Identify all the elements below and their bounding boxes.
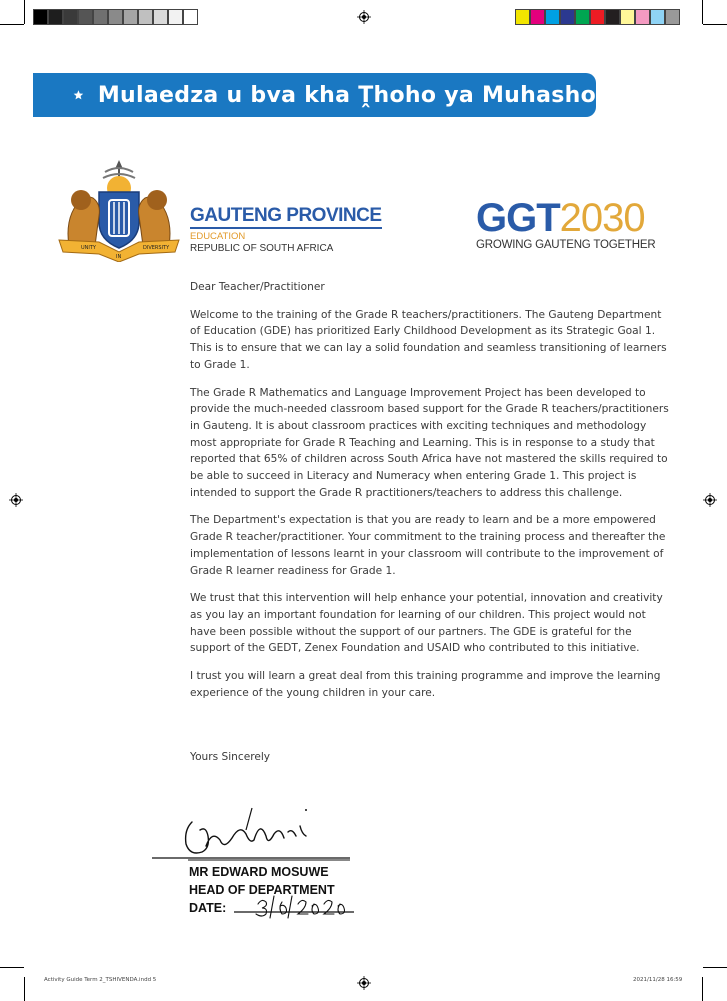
- title-banner: [33, 73, 596, 117]
- signature-block: [150, 800, 360, 920]
- crop-mark: [703, 24, 727, 25]
- ggt-tagline: GROWING GAUTENG TOGETHER: [476, 239, 656, 251]
- gauteng-province-wordmark: [190, 205, 382, 254]
- crop-mark: [0, 24, 24, 25]
- ggt-year: 2030: [559, 196, 645, 240]
- registration-mark-icon: [357, 976, 371, 990]
- letter-paragraph: The Department's expectation is that you are ready to learn and be a more empowered Grade R teacher/practitioner. Your commitment to the training process and thereafter the implementation of lessons learnt in your classroom will contribute to the improvement of Grade R learner readiness for Grade 1.: [190, 514, 666, 577]
- registration-mark-icon: [703, 493, 717, 507]
- ribbon-text: UNITY: [81, 245, 96, 251]
- letter-paragraph: We trust that this intervention will help enhance your potential, innovation and creativity as you lay an important foundation for learning of our children. This project would not have been possible without the support of our partners. The GDE is grateful for the support of the GEDT, Zenex Foundation and USAID who contributed to this initiative.: [190, 592, 663, 655]
- crop-mark: [702, 0, 703, 24]
- signatory-title: HEAD OF DEPARTMENT: [189, 883, 335, 897]
- letter-paragraph: Welcome to the training of the Grade R teachers/practitioners. The Gauteng Department of Education (GDE) has prioritized Early Childhood Development as its Strategic Goal 1. This is to ensure that we can lay a solid foundation and seamless transitioning of learners to Grade 1.: [190, 308, 667, 371]
- letter-paragraph: The Grade R Mathematics and Language Improvement Project has been developed to provide the much-needed classroom based support for the Grade R teachers/practitioners in Gauteng. It is about classroom practices with exciting techniques and methodology most appropriate for Grade R Teaching and Learning. This is in response to a study that reported that 65% of children across South Africa have not mastered the skills required to be able to succeed in Literacy and Numeracy when entering Grade 1. This project is intended to support the Grade R practitioners/teachers to address this challenge.: [190, 386, 669, 499]
- footer-filename: Activity Guide Term 2_TSHIVENDA.indd 5: [44, 977, 157, 983]
- color-swatches: [515, 9, 680, 25]
- page-title: Mulaedza u bva kha Ṱhoho ya Muhasho: [97, 82, 596, 108]
- crop-mark: [703, 967, 727, 968]
- letter-greeting: Dear Teacher/Practitioner: [190, 281, 325, 293]
- ribbon-text: IN: [116, 254, 122, 260]
- footer-timestamp: 2021/11/28 16:59: [633, 977, 683, 983]
- ggt2030-logo: [476, 198, 655, 251]
- registration-mark-icon: [357, 10, 371, 24]
- ggt-letters: GGT: [476, 196, 560, 240]
- registration-mark-icon: [9, 493, 23, 507]
- department-label: EDUCATION: [190, 231, 246, 242]
- letter-body: [190, 279, 670, 712]
- country-label: REPUBLIC OF SOUTH AFRICA: [190, 243, 334, 254]
- letter-closing: Yours Sincerely: [190, 751, 271, 763]
- signature-date-label: DATE:: [189, 901, 227, 915]
- signatory-name: MR EDWARD MOSUWE: [189, 865, 329, 879]
- crop-mark: [24, 977, 25, 1001]
- province-name: GAUTENG PROVINCE: [190, 205, 382, 229]
- handwritten-signature: [150, 800, 360, 920]
- crop-mark: [702, 977, 703, 1001]
- star-icon: [73, 80, 84, 110]
- gauteng-coat-of-arms-logo: [55, 160, 183, 262]
- crop-mark: [0, 967, 24, 968]
- grayscale-swatches: [33, 9, 198, 25]
- crop-mark: [24, 0, 25, 24]
- ribbon-text: DIVERSITY: [143, 245, 170, 251]
- letter-paragraph: I trust you will learn a great deal from this training programme and improve the learning experience of the young children in your care.: [190, 670, 661, 699]
